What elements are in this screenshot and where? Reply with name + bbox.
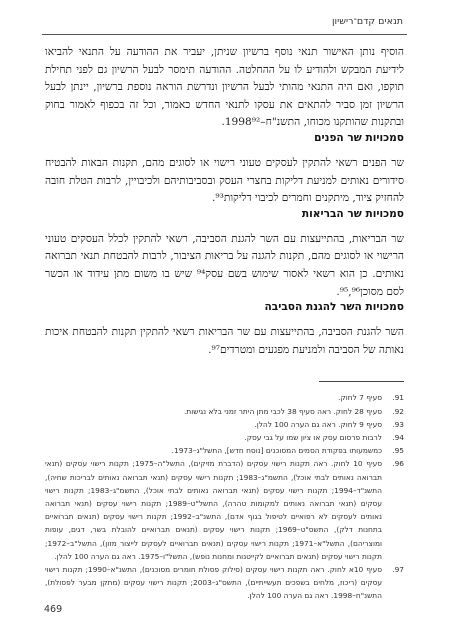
footnote-text: כמשמעותו בפקודת הסמים המסוכנים [נוסח חדש], התשל"ג–1973.: [171, 446, 382, 456]
footnote-item: [45, 563, 404, 603]
footnote-text: סעיף 10א לחוק. ראה תקנות רישוי עסקים (סילוק פסולת חומרים מסוכנים), התשנ"א–1990; תקנות רישוי עסקים (ריכוז, מלחים בשפכים תעשייתיים), התשס"ג–2003; תקנות רישוי עסקים (מתקן מבער לפסולת), התשנ"ח–1998. ראה גם הערה 100 להלן.: [45, 564, 383, 601]
section-heading-environment-minister: סמכויות השר להגנת הסביבה: [264, 301, 404, 314]
footnote-number: 91.: [392, 393, 404, 403]
footnote-text: לרבות פרסום עסק או ציון שמו על גבי עסק.: [244, 432, 382, 442]
header-rule: [42, 34, 407, 35]
footnote-number: 93.: [392, 419, 404, 429]
footnote-text: סעיף 28 לחוק. ראה סעיף 38 לכבי מתן היתר זמני בלא נגישות.: [184, 406, 382, 416]
footnote-item: [45, 418, 404, 431]
footnote-item: [45, 457, 404, 563]
footnote-number: 96.: [392, 459, 404, 469]
section-paragraph-health-minister: שר הבריאות, בהתייעצות עם השר להגנת הסביבה, רשאי להתקין לכלל העסקים טעוני הרישוי או לסוגים מהם, תקנות להגנה על בריאות הציבור, לרבות להבטחת תנאי תברואה נאותים. כן הוא רשאי לאסור שימוש בשם עסק⁹⁴ שיש בו משום מתן עידוד או הכשר לסם מסוכן⁹⁵,⁹⁶.: [45, 232, 404, 298]
footnote-text: סעיף 10 לחוק. ראה תקנות רישוי עסקים (הדברת מזיקים), התשל"ה–1975; תקנות רישוי עסקים (תנאי תברואה נאותים לבתי אוכל), התשמ"ג–1983; תקנות רישוי עסקים (תנאי תברואה נאותים לבריכות שחיה), התשנ"ד–1994; תקנות רישוי עסקים (תנאי תברואה נאותים לבתי אוכל), התשמ"ג–1983; תקנות רישוי עסקים (תנאי תברואה נאותים למקומות טהרה), התשל"ט–1989; תקנות רישוי עסקים (תנאי תברואה נאותים לעסקים לא רפואיים לטיפול בגוף אדם), התשנ"ב–1992; תקנות רישוי עסקים (תנאים תברואיים בתחנות דלק), התשס"ט–1969; תקנות רישוי עסקים (תנאים תברואיים להובלת בשר, דגים, עופות ומוצריהם), התשל"א–1971; תקנות רישוי עסקים (תנאים תברואיים לעסקים לייצור מזון), התשל"ב–1972; תקנות רישוי עסקים (תנאים תברואיים לקייטנות ומחנות נופש), התשל"ו–1975. ראה גם הערה 100 להלן.: [45, 459, 383, 561]
page-number: 469: [44, 604, 63, 615]
section-paragraph-interior-minister: שר הפנים רשאי להתקין לעסקים טעוני רישוי או לסוגים מהם, תקנות הבאות להבטיח סידורים נאותים למניעת דליקות בחצרי העסק ובסביבותיהם ולכיבויין, לרבות הטלת חובה להחזיק ציוד, מיתקנים וחמרים לכיבוי דליקות⁹³.: [45, 156, 404, 205]
footnote-item: [45, 391, 404, 404]
footnote-number: 94.: [392, 432, 404, 442]
intro-paragraph: הוסיף נותן האישור תנאי נוסף ברשיון שניתן, יעביר את ההודעה על התנאי להביאו לידיעת המבקש ולהודיע לו על ההחלטה. ההודעה תימסר לבעל הרשיון גם לפני תחילת תוקפו, ואם היה התנאי מהותי לבעל הרשיון ונדרשת הוראה נוספת ברשיון, יינתן לבעל הרשיון זמן סביר להתאים את עסקו לתנאי החדש כאמור, וכל זה בכפוף לאמור בחוק ובתקנות שהותקנו מכוחו, התשנ"ח–1998⁹².: [45, 46, 404, 129]
section-heading-interior-minister: סמכויות שר הפנים: [314, 131, 404, 144]
running-header: תנאים קדם־רישיון: [331, 16, 403, 27]
footnote-number: 95.: [392, 446, 404, 456]
footnotes-list: [45, 391, 404, 602]
footnote-divider: [319, 381, 404, 382]
footnote-text: סעיף 7 לחוק.: [338, 393, 382, 403]
footnote-number: 92.: [392, 406, 404, 416]
footnote-number: 97.: [392, 564, 404, 574]
section-paragraph-environment-minister: השר להגנת הסביבה, בהתייעצות עם שר הבריאות רשאי להתקין תקנות להבטחת איכות נאותה של הסביבה ולמניעת מפגעים ומטרדים⁹⁷.: [45, 326, 404, 356]
footnote-item: [45, 431, 404, 444]
footnote-item: [45, 444, 404, 457]
footnote-text: סעיף 9 לחוק. ראה גם הערה 100 להלן.: [254, 419, 382, 429]
main-content: [45, 44, 404, 603]
footnote-item: [45, 405, 404, 418]
section-heading-health-minister: סמכויות שר הבריאות: [301, 207, 404, 220]
